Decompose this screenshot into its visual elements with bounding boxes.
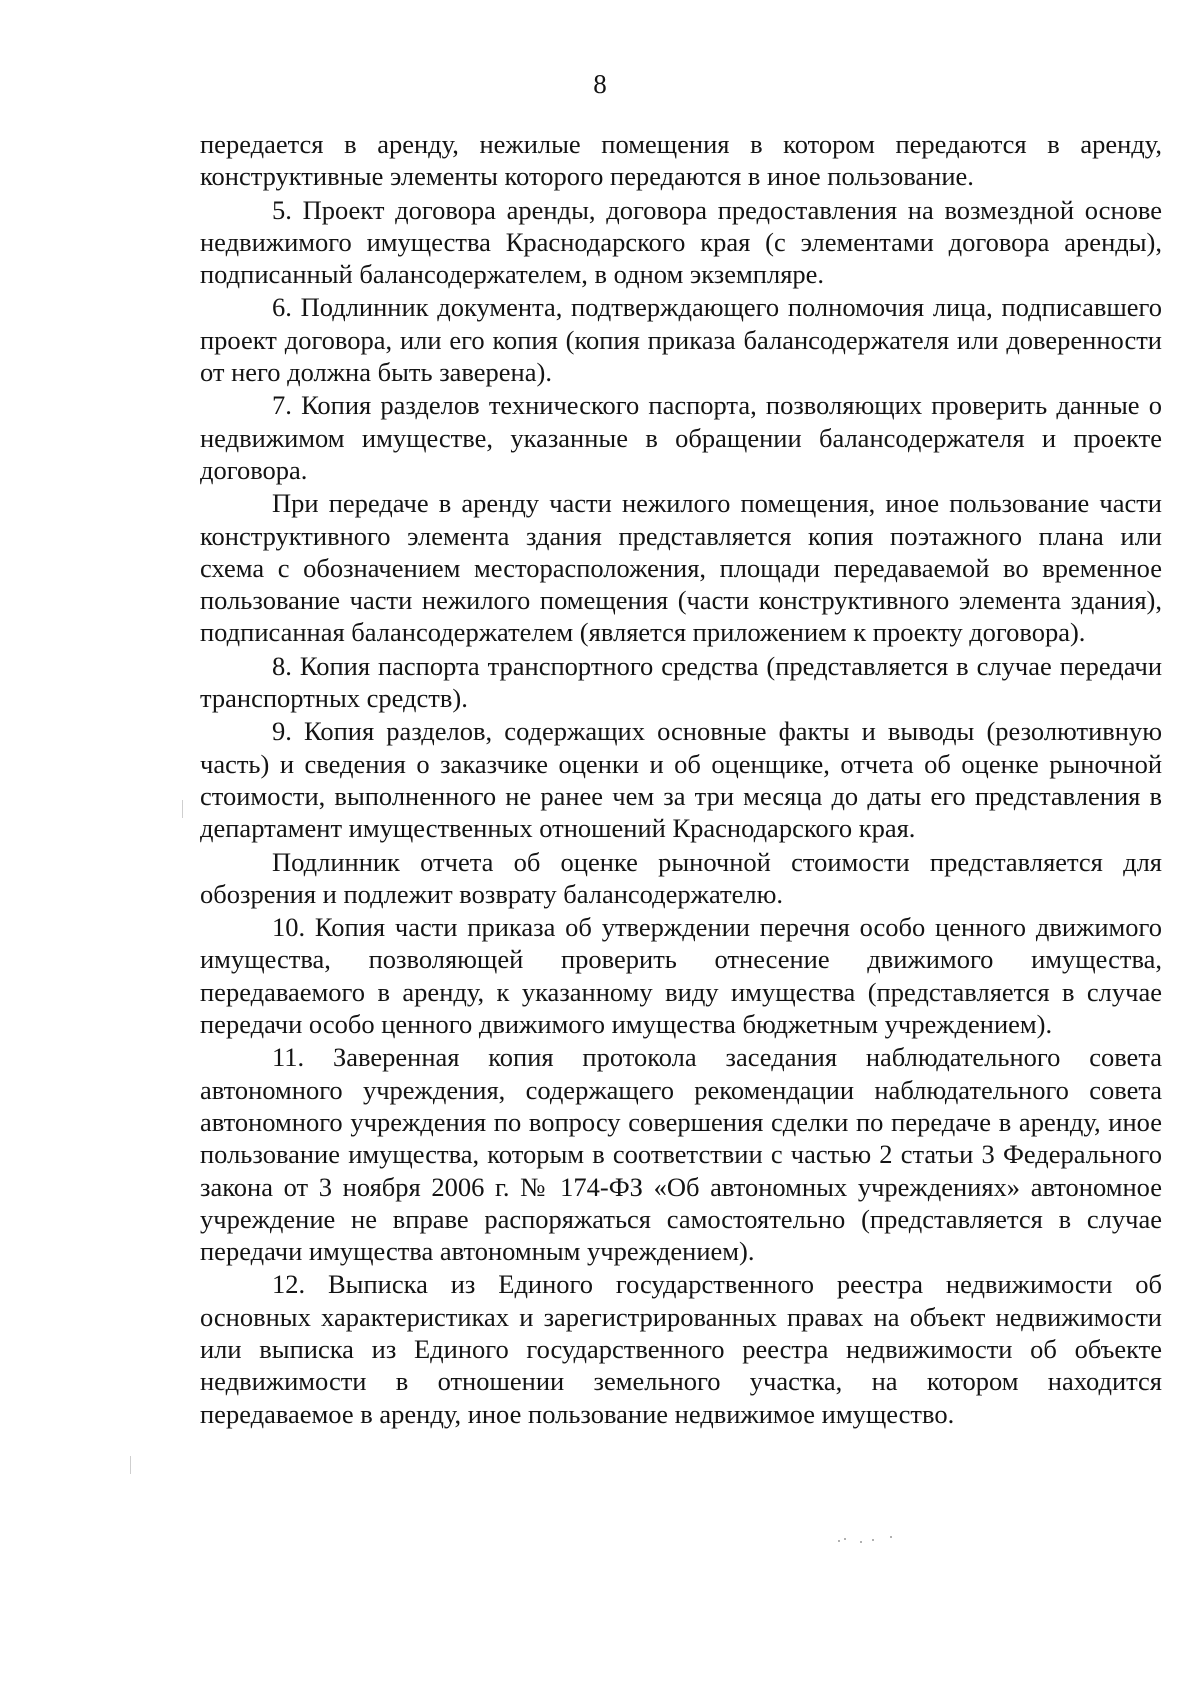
scan-speck	[844, 1538, 846, 1540]
scan-speck	[860, 1541, 862, 1543]
paragraph-item-11: 11. Заверенная копия протокола заседания наблюдательного совета автономного учреждения, содержащего рекомендации наблюдательного совета автономного учреждения по вопросу совершения сделки по передаче в аренду, иное пользование имущества, которым в соответствии с частью 2 статьи 3 Федерального закона от 3 ноября 2006 г. № 174-ФЗ «Об автономных учреждениях» автономное учреждение не вправе распоряжаться самостоятельно (представляется в случае передачи имущества автономным учреждением).	[200, 1042, 1162, 1267]
paragraph-valuation-original-note: Подлинник отчета об оценке рыночной стоимости представляется для обозрения и подлежит возврату балансодержателю.	[200, 846, 1162, 909]
paragraph-item-10: 10. Копия части приказа об утверждении перечня особо ценного движимого имущества, позволяющей проверить отнесение движимого имущества, передаваемого в аренду, к указанному виду имущества (представляется в случае передачи особо ценного движимого имущества бюджетным учреждением).	[200, 912, 1162, 1040]
paragraph-floor-plan-note: При передаче в аренду части нежилого помещения, иное пользование части конструктивного элемента здания представляется копия поэтажного плана или схема с обозначением месторасположения, площади передаваемой во временное пользование части нежилого помещения (части конструктивного элемента здания), подписанная балансодержателем (является приложением к проекту договора).	[200, 488, 1162, 648]
paragraph-item-6: 6. Подлинник документа, подтверждающего полномочия лица, подписавшего проект договора, или его копия (копия приказа балансодержателя или доверенности от него должна быть заверена).	[200, 292, 1162, 388]
scan-margin-mark	[182, 800, 183, 818]
paragraph-item-9: 9. Копия разделов, содержащих основные факты и выводы (резолютивную часть) и сведения о заказчике оценки и об оценщике, отчета об оценке рыночной стоимости, выполненного не ранее чем за три месяца до даты его представления в департамент имущественных отношений Краснодарского края.	[200, 716, 1162, 844]
scan-specks	[838, 1536, 938, 1546]
paragraph-item-7: 7. Копия разделов технического паспорта, позволяющих проверить данные о недвижимом имуществе, указанные в обращении балансодержателя и проекте договора.	[200, 390, 1162, 485]
paragraph-continuation: передается в аренду, нежилые помещения в котором передаются в аренду, конструктивные элементы которого передаются в иное пользование.	[200, 129, 1162, 192]
paragraph-item-12: 12. Выписка из Единого государственного реестра недвижимости об основных характеристиках и зарегистрированных правах на объект недвижимости или выписка из Единого государственного реестра недвижимости об объекте недвижимости в отношении земельного участка, на котором находится передаваемое в аренду, иное пользование недвижимое имущество.	[200, 1269, 1162, 1429]
scan-margin-mark	[130, 1456, 131, 1474]
scan-speck	[890, 1536, 892, 1538]
paragraph-item-5: 5. Проект договора аренды, договора предоставления на возмездной основе недвижимого имущества Краснодарского края (с элементами договора аренды), подписанный балансодержателем, в одном экземпляре.	[200, 194, 1162, 290]
scan-speck	[838, 1540, 840, 1542]
document-body	[200, 128, 1162, 1431]
paragraph-item-8: 8. Копия паспорта транспортного средства (представляется в случае передачи транспортных средств).	[200, 650, 1162, 714]
scan-speck	[872, 1539, 874, 1541]
page-number: 8	[593, 69, 607, 99]
